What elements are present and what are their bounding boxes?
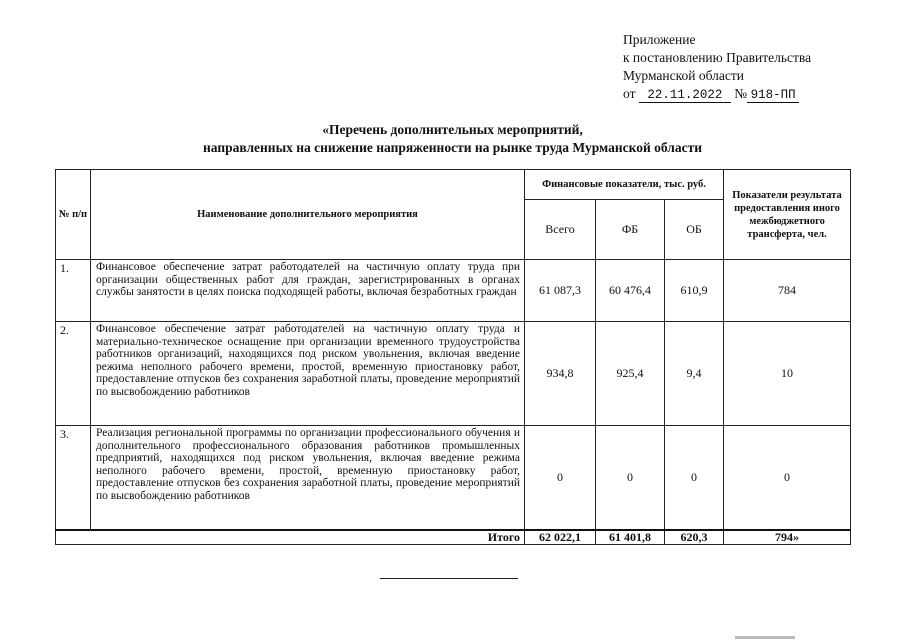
row-ob: 9,4 bbox=[665, 322, 724, 426]
header-fb: ФБ bbox=[596, 200, 665, 260]
appendix-resolution: к постановлению Правительства bbox=[623, 50, 812, 65]
row-total: 0 bbox=[525, 426, 596, 530]
row-fb: 60 476,4 bbox=[596, 260, 665, 322]
table-row bbox=[56, 426, 851, 530]
header-total: Всего bbox=[525, 200, 596, 260]
table-row bbox=[56, 260, 851, 322]
appendix-block bbox=[623, 31, 893, 103]
row-ob: 610,9 bbox=[665, 260, 724, 322]
row-name: Финансовое обеспечение затрат работодателей на частичную оплату труда при организации общественных работ для граждан, зарегистрированных в органах службы занятости в целях поиска подходящей работы, включая безработных граждан bbox=[91, 260, 525, 322]
title-line-2: направленных на снижение напряженности на рынке труда Мурманской области bbox=[202, 140, 703, 155]
row-ob: 0 bbox=[665, 426, 724, 530]
header-financial: Финансовые показатели, тыс. руб. bbox=[525, 170, 724, 200]
totals-result: 794» bbox=[724, 530, 851, 545]
scan-artifact bbox=[735, 636, 795, 639]
document-title bbox=[0, 121, 905, 157]
totals-row bbox=[56, 530, 851, 545]
footer-divider bbox=[380, 578, 518, 579]
totals-ob: 620,3 bbox=[665, 530, 724, 545]
totals-label: Итого bbox=[56, 530, 525, 545]
row-result: 0 bbox=[724, 426, 851, 530]
row-total: 934,8 bbox=[525, 322, 596, 426]
header-name: Наименование дополнительного мероприятия bbox=[91, 170, 525, 260]
header-ob: ОБ bbox=[665, 200, 724, 260]
row-num: 1. bbox=[56, 260, 91, 322]
row-fb: 0 bbox=[596, 426, 665, 530]
totals-fb: 61 401,8 bbox=[596, 530, 665, 545]
row-name: Финансовое обеспечение затрат работодателей на частичную оплату труда и материально-техническое оснащение при организации временного трудоустройства работников организаций, находящихся под риском увольнения, включая введение режима неполного рабочего времени, простой, временную приостановку работ, предоставление отпусков без сохранения заработной платы, проведение мероприятий по высвобождению работников bbox=[91, 322, 525, 426]
row-name: Реализация региональной программы по организации профессионального обучения и дополнительного профессионального образования работников промышленных предприятий, находящихся под риском увольнения, включая введение режима неполного рабочего времени, простой, временную приостановку работ, предоставление отпусков без сохранения заработной платы, проведение мероприятий по высвобождению работников bbox=[91, 426, 525, 530]
title-line-1: «Перечень дополнительных мероприятий, bbox=[322, 122, 583, 137]
row-num: 3. bbox=[56, 426, 91, 530]
row-fb: 925,4 bbox=[596, 322, 665, 426]
totals-total: 62 022,1 bbox=[525, 530, 596, 545]
measures-table-wrap bbox=[55, 169, 850, 545]
row-result: 784 bbox=[724, 260, 851, 322]
measures-table bbox=[55, 169, 851, 545]
resolution-number: 918-ПП bbox=[747, 88, 799, 103]
row-num: 2. bbox=[56, 322, 91, 426]
from-label: от bbox=[623, 86, 636, 101]
row-result: 10 bbox=[724, 322, 851, 426]
appendix-title: Приложение bbox=[623, 32, 696, 47]
number-label: № bbox=[734, 86, 748, 101]
header-num: № п/п bbox=[56, 170, 91, 260]
resolution-date: 22.11.2022 bbox=[639, 88, 731, 103]
row-total: 61 087,3 bbox=[525, 260, 596, 322]
appendix-region: Мурманской области bbox=[623, 68, 744, 83]
header-result: Показатели результата предоставления иного межбюджетного трансферта, чел. bbox=[724, 170, 851, 260]
table-row bbox=[56, 322, 851, 426]
appendix-date-line bbox=[623, 85, 893, 103]
